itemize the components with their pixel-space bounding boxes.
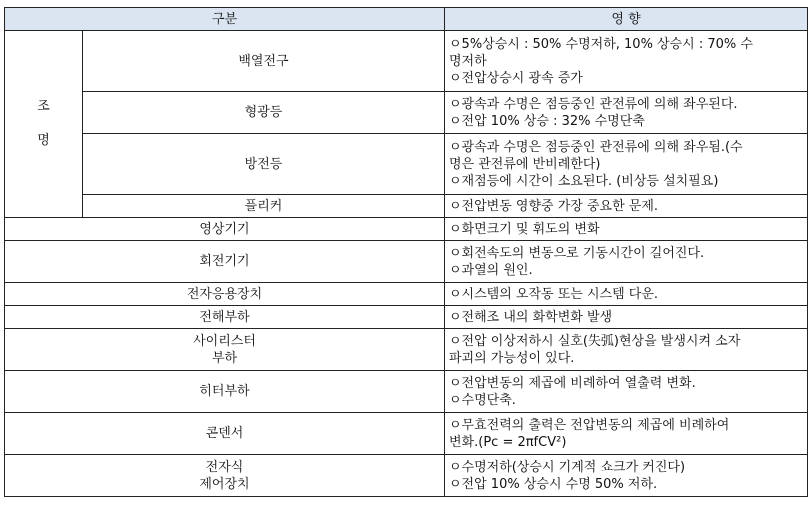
table-row	[5, 195, 808, 218]
effect-cell	[445, 241, 808, 283]
effect-line: ㅇ전압 이상저하시 실호(失弧)현상을 발생시켜 소자	[449, 333, 741, 349]
table-row	[5, 371, 808, 413]
header-effect: 영 향	[445, 8, 808, 31]
effect-line: ㅇ5%상승시 : 50% 수명저하, 10% 상승시 : 70% 수	[449, 36, 753, 52]
effect-line: ㅇ무효전력의 출력은 전압변동의 제곱에 비례하여	[449, 417, 730, 433]
effect-line: ㅇ광속과 수명은 점등중인 관전류에 의해 좌우됨.(수	[449, 139, 743, 155]
effect-line: ㅇ전압상승시 광속 증가	[449, 70, 583, 86]
table-row	[5, 306, 808, 329]
effect-cell	[445, 195, 808, 218]
effect-line: ㅇ전압 10% 상승 : 32% 수명단축	[449, 113, 645, 129]
effect-line: 파괴의 가능성이 있다.	[449, 350, 575, 366]
voltage-fluctuation-effects-table	[4, 7, 808, 497]
effect-line: ㅇ화면크기 및 휘도의 변화	[449, 221, 600, 237]
category-line: 제어장치	[199, 476, 250, 492]
header-category: 구분	[5, 8, 445, 31]
effect-line: 명저하	[449, 53, 487, 69]
header-row	[5, 8, 808, 31]
lighting-label-1: 조	[37, 99, 50, 114]
effect-cell	[445, 283, 808, 306]
effect-line: 변화.(Pc = 2πfCV²)	[449, 434, 567, 450]
table-row	[5, 413, 808, 455]
table-row	[5, 455, 808, 497]
subcategory-cell: 방전등	[83, 134, 445, 195]
effect-line: ㅇ과열의 원인.	[449, 262, 533, 278]
category-line: 히터부하	[199, 384, 250, 399]
effect-line: 명은 관전류에 반비례한다)	[449, 156, 601, 172]
effect-cell	[445, 31, 808, 92]
effect-line: ㅇ수명저하(상승시 기계적 쇼크가 커진다)	[449, 459, 686, 475]
category-line: 사이리스터	[193, 333, 256, 349]
effect-line: ㅇ수명단축.	[449, 392, 516, 408]
lighting-category-cell	[5, 31, 83, 218]
category-line: 부하	[211, 350, 238, 366]
effect-cell	[445, 371, 808, 413]
effect-cell	[445, 455, 808, 497]
effect-cell	[445, 329, 808, 371]
effect-cell	[445, 306, 808, 329]
category-line: 전자식	[205, 459, 244, 475]
category-line: 콘덴서	[205, 426, 244, 441]
table-row	[5, 241, 808, 283]
table-row	[5, 92, 808, 134]
category-line: 영상기기	[199, 221, 250, 237]
category-line: 전해부하	[199, 309, 250, 325]
effect-cell	[445, 134, 808, 195]
category-cell	[5, 241, 445, 283]
category-cell	[5, 218, 445, 241]
category-cell	[5, 306, 445, 329]
category-cell	[5, 329, 445, 371]
effect-line: ㅇ전해조 내의 화학변화 발생	[449, 309, 613, 325]
effect-line: ㅇ전압변동의 제곱에 비례하여 열출력 변화.	[449, 375, 696, 391]
table-row	[5, 134, 808, 195]
category-cell	[5, 413, 445, 455]
effect-line: ㅇ광속과 수명은 점등중인 관전류에 의해 좌우된다.	[449, 96, 738, 112]
effect-line: ㅇ재점등에 시간이 소요된다. (비상등 설치필요)	[449, 173, 719, 189]
subcategory-cell: 플리커	[83, 195, 445, 218]
subcategory-cell: 형광등	[83, 92, 445, 134]
effect-cell	[445, 413, 808, 455]
effect-line: ㅇ전압 10% 상승시 수명 50% 저하.	[449, 476, 658, 492]
effect-cell	[445, 218, 808, 241]
effect-cell	[445, 92, 808, 134]
lighting-label-2: 명	[37, 133, 50, 148]
category-cell	[5, 283, 445, 306]
table-row	[5, 283, 808, 306]
category-cell	[5, 371, 445, 413]
effect-line: ㅇ전압변동 영향중 가장 중요한 문제.	[449, 198, 659, 214]
category-cell	[5, 455, 445, 497]
table-row	[5, 31, 808, 92]
category-line: 회전기기	[199, 254, 250, 269]
effect-line: ㅇ시스템의 오작동 또는 시스템 다운.	[449, 286, 659, 302]
category-line: 전자응용장치	[186, 286, 263, 302]
subcategory-cell: 백열전구	[83, 31, 445, 92]
table-row	[5, 218, 808, 241]
table-row	[5, 329, 808, 371]
effect-line: ㅇ회전속도의 변동으로 기동시간이 길어진다.	[449, 245, 705, 261]
